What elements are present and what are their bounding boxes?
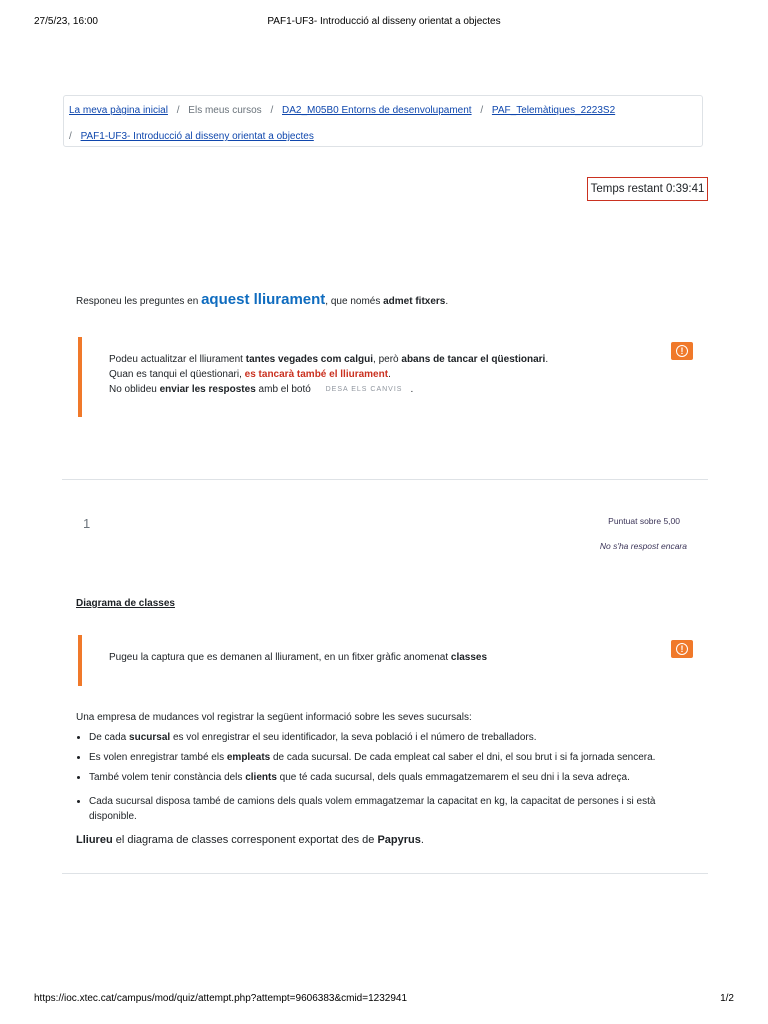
notice-bold: abans de tancar el qüestionari — [401, 354, 546, 365]
notice-text: Podeu actualitzar el lliurament — [109, 354, 243, 365]
item-bold: empleats — [226, 752, 271, 763]
notice-text: amb el botó — [258, 384, 311, 395]
notice-line — [109, 382, 698, 397]
print-page-title: PAF1-UF3- Introducció al disseny orientat a objectes — [267, 16, 501, 27]
notice-text: . — [545, 354, 549, 365]
assignment-link[interactable]: aquest lliurament — [201, 291, 326, 308]
save-changes-button[interactable]: DESA ELS CANVIS — [325, 386, 403, 393]
timer-label: Temps restant — [590, 183, 663, 195]
breadcrumb-home-link[interactable]: La meva pàgina inicial — [69, 105, 168, 116]
notice-text: . — [410, 384, 414, 395]
closing-text: el diagrama de classes corresponent exportat des de — [115, 834, 375, 846]
warning-icon — [671, 640, 693, 658]
intro-bold-text: admet fitxers — [383, 296, 446, 307]
item-text: També volem tenir constància dels — [89, 772, 243, 783]
breadcrumb — [63, 95, 703, 147]
requirements-list — [76, 730, 676, 824]
breadcrumb-separator: / — [480, 105, 484, 116]
print-page-number: 1/2 — [720, 993, 734, 1004]
breadcrumb-separator: / — [176, 105, 180, 116]
note-bold: classes — [450, 652, 488, 663]
notice-line — [109, 352, 698, 367]
list-item — [89, 730, 676, 745]
print-url: https://ioc.xtec.cat/campus/mod/quiz/attempt.php?attempt=9606383&cmid=1232941 — [34, 993, 408, 1004]
print-footer — [0, 993, 768, 1007]
quiz-timer — [587, 177, 708, 201]
timer-value: 0:39:41 — [666, 183, 705, 195]
notice-text: Quan es tanqui el qüestionari, — [109, 369, 242, 380]
item-text: de cada sucursal. De cada empleat cal saber el dni, el sou brut i si fa jornada sencera. — [273, 752, 656, 763]
section-divider — [62, 873, 708, 874]
breadcrumb-separator: / — [69, 131, 72, 142]
list-item — [89, 750, 676, 765]
breadcrumb-my-courses: Els meus cursos — [188, 105, 262, 116]
notice-text: . — [388, 369, 391, 380]
breadcrumb-section-link[interactable]: PAF_Telemàtiques_2223S2 — [491, 105, 616, 116]
notice-bold: enviar les respostes — [159, 384, 256, 395]
question-state: No s'ha respost encara — [599, 541, 687, 551]
intro-text: , que només — [325, 296, 381, 307]
intro-text: Responeu les preguntes en — [76, 296, 199, 307]
notice-warning-text: es tancarà també el lliurament — [244, 369, 389, 380]
list-item — [89, 794, 676, 824]
notice-text: No oblideu — [109, 384, 157, 395]
closing-bold: Papyrus — [377, 834, 421, 846]
notice-callout — [78, 337, 698, 417]
notice-text: , però — [373, 354, 399, 365]
item-text: Es volen enregistrar també els — [89, 752, 225, 763]
item-text: Cada sucursal disposa també de camions dels quals volem emmagatzemar la capacitat en kg, la capacitat de persones i si està disponible. — [89, 796, 656, 822]
item-text: De cada — [89, 732, 127, 743]
question-number: 1 — [83, 516, 91, 531]
question-intro: Una empresa de mudances vol registrar la següent informació sobre les seves sucursals: — [76, 712, 472, 723]
quiz-intro — [76, 291, 448, 308]
closing-text: . — [420, 834, 424, 846]
warning-icon — [671, 342, 693, 360]
intro-text: . — [445, 296, 449, 307]
item-bold: sucursal — [129, 732, 171, 743]
breadcrumb-course-link[interactable]: DA2_M05B0 Entorns de desenvolupament — [282, 105, 472, 116]
closing-bold: Lliureu — [76, 834, 113, 846]
question-body — [76, 710, 676, 824]
question-grade: Puntuat sobre 5,00 — [608, 516, 680, 526]
item-bold: clients — [245, 772, 277, 783]
list-item — [89, 770, 676, 785]
print-datetime: 27/5/23, 16:00 — [34, 16, 98, 27]
question-note-callout — [78, 635, 698, 686]
notice-bold: tantes vegades com calgui — [245, 354, 374, 365]
question-closing — [76, 834, 424, 846]
item-text: es vol enregistrar el seu identificador, la seva població i el número de treballadors. — [172, 732, 537, 743]
section-divider — [62, 479, 708, 480]
notice-line — [109, 367, 698, 382]
note-text: Pugeu la captura que es demanen al lliurament, en un fitxer gràfic anomenat — [109, 652, 449, 663]
print-header — [0, 16, 768, 30]
breadcrumb-separator: / — [270, 105, 274, 116]
breadcrumb-quiz-link[interactable]: PAF1-UF3- Introducció al disseny orientat a objectes — [80, 131, 314, 142]
item-text: que té cada sucursal, dels quals emmagatzemarem el seu dni i la seva adreça. — [279, 772, 630, 783]
question-heading: Diagrama de classes — [76, 598, 175, 609]
